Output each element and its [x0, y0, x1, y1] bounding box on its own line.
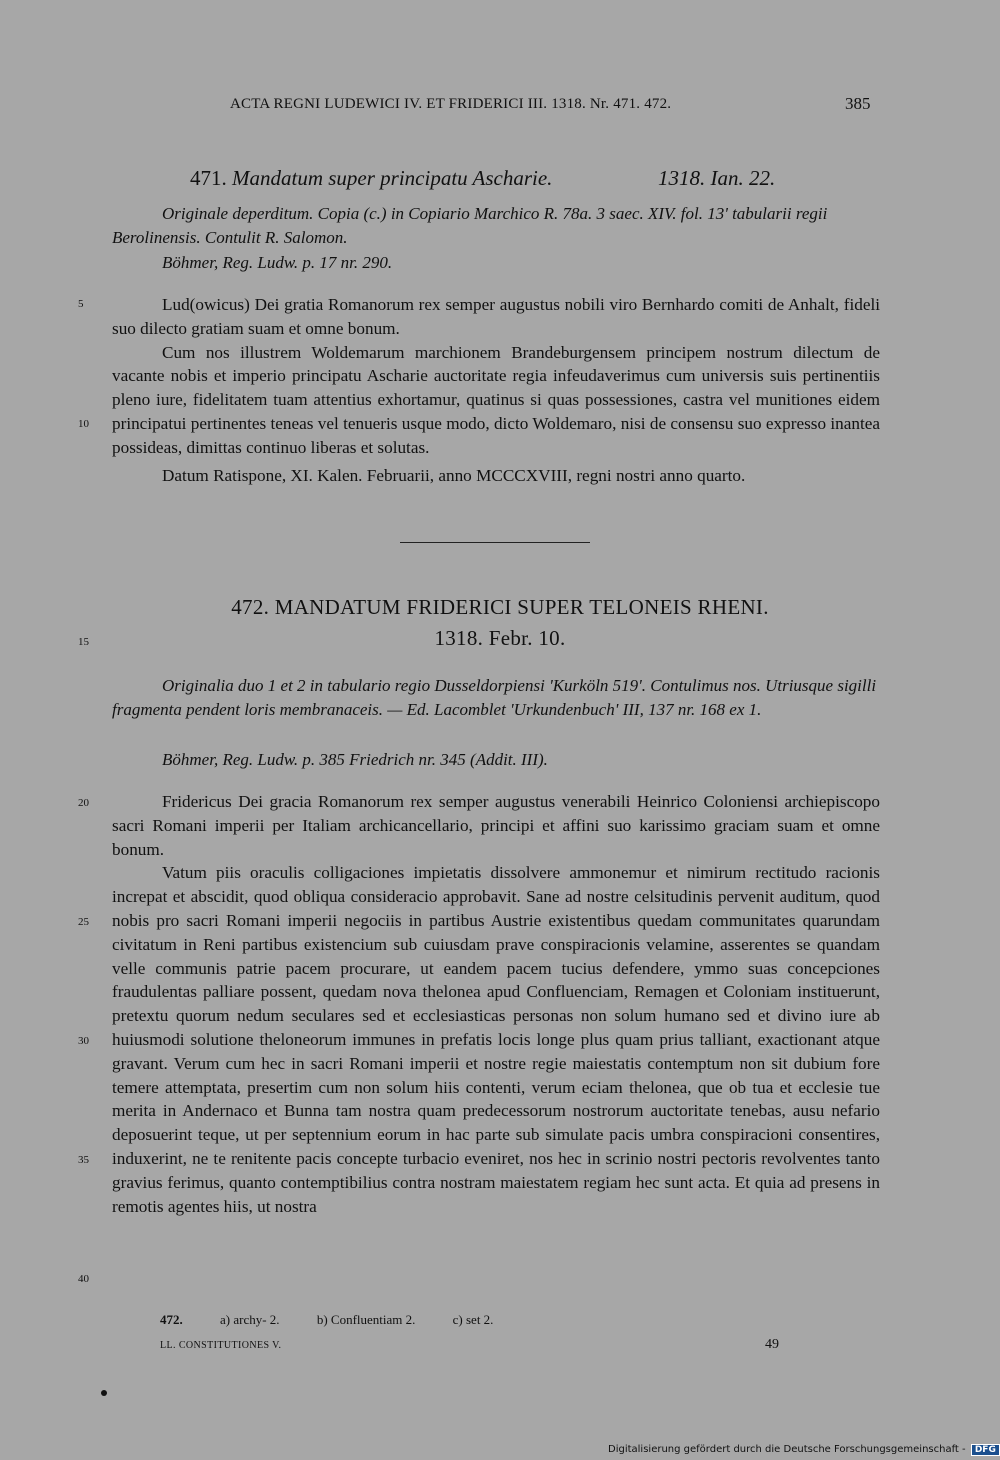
footnote-c: c) set 2. [452, 1312, 494, 1327]
ink-dot [101, 1390, 107, 1396]
page-number: 385 [845, 94, 871, 113]
doc471-number: 471. [190, 166, 227, 190]
doc471-paragraph: Cum nos illustrem Woldemarum marchionem Brandeburgensem principem nostrum dilectum de vacante nobis et imperio principatu Ascharie auctoritate regia infeudaverimus cum universis suis pertinentiis pleno iure, fidelitatem tuam attentius exhortamur, quatinus si quas possessiones, castra vel munitiones eidem principatui pertinentes teneas vel tenueris usque modo, dicto Woldemaro, nisi de consensu suo expresso inantea possideas, dimittas continuo liberas et solutas. [112, 342, 880, 457]
running-head-title: ACTA REGNI LUDEWICI IV. ET FRIDERICI III. 1318. Nr. 471. 472. [230, 96, 672, 112]
footnotes [160, 1312, 527, 1328]
doc471-date: 1318. Ian. 22. [658, 166, 776, 190]
doc472-source: Originalia duo 1 et 2 in tabulario regio Dusseldorpiensi 'Kurköln 519'. Contulimus nos. Utriusque sigilli fragmenta pendent loris membranaceis. — Ed. Lacomblet 'Urkundenbuch' III, 137 nr. 168 ex 1. [112, 676, 877, 719]
doc471-title: Mandatum super principatu Ascharie. [232, 166, 553, 190]
sheet-number: 49 [765, 1337, 779, 1352]
doc471-text [112, 293, 880, 487]
doc472-text [112, 790, 880, 1218]
footnote-label: 472. [160, 1312, 183, 1327]
line-number: 15 [78, 636, 89, 648]
line-number: 30 [78, 1035, 89, 1047]
footnote-a: a) archy- 2. [220, 1312, 280, 1327]
line-number: 10 [78, 418, 89, 430]
doc471-paragraph: Datum Ratispone, XI. Kalen. Februarii, anno MCCCXVIII, regni nostri anno quarto. [162, 465, 746, 485]
doc471-paragraph: Lud(owicus) Dei gratia Romanorum rex semper augustus nobili viro Bernhardo comiti de Anhalt, fideli suo dilecto gratiam suam et omne bonum. [112, 295, 880, 338]
line-number: 35 [78, 1154, 89, 1166]
doc471-heading [190, 166, 776, 191]
dfg-logo: DFG [971, 1444, 1000, 1456]
doc472-regest: Böhmer, Reg. Ludw. p. 385 Friedrich nr. 345 (Addit. III). [162, 750, 548, 769]
running-head [0, 96, 1000, 118]
section-divider [400, 542, 590, 543]
doc472-paragraph: Fridericus Dei gracia Romanorum rex semper augustus venerabili Heinrico Coloniensi archiepiscopo sacri Romani imperii per Italiam archicancellario, principi et affini suo karissimo graciam suam et omne bonum. [112, 792, 880, 859]
line-number: 5 [78, 298, 84, 310]
line-number: 40 [78, 1273, 89, 1285]
doc471-source: Originale deperditum. Copia (c.) in Copiario Marchico R. 78a. 3 saec. XIV. fol. 13' tabularii regii Berolinensis. Contulit R. Salomon. [112, 204, 828, 247]
credit-text: Digitalisierung gefördert durch die Deutsche Forschungsgemeinschaft - [608, 1444, 966, 1455]
line-number: 25 [78, 916, 89, 928]
footnote-b: b) Confluentiam 2. [316, 1312, 416, 1327]
doc472-paragraph: Vatum piis oraculis colligaciones impietatis dissolvere ammonemur et nimirum rectitudo racionis increpat et abscidit, quod obliqua consideracio approbavit. Sane ad nostre celsitudinis pervenit auditum, quod nobis pro sacri Romani imperii negociis in partibus Austrie existentibus quedam communitates quarundam civitatum in Reni partibus existencium sub cuiusdam prave conspiracionis velamine, asserentes se quandam velle communis patrie pacem procurare, ut eandem pacem tucius defendere, ymmo suas concepciones fraudulentas palliare possent, quedam nova thelonea apud Confluenciam, Remagen et Coloniam instituerunt, pretextu quorum nedum seculares sed et ecclesiasticas personas non solum humano sed et divino iure ab huiusmodi solutione theloneorum immunes in prefatis locis longe plus quam prius talliant, exactionant atque gravant. Verum cum hec in sacri Romani imperii et nostre regie maiestatis contemptum non sit dubium fore temere attemptata, presertim cum non solum hiis contenti, verum eciam thelonea, que ob tua et ecclesie tue merita in Andernaco et Bunna tam nostra quam predecessorum nostrorum auctoritate tenebas, ausu nefario deposuerint teque, ut per septennium eorum in hac parte sub simulate pacis umbra conspiracioni consentires, induxerint, ne te renitente pacis concepte turbacio eveniret, nos hec in scrinio nostri pectoris revolventes tanto gravius ferimus, quanto contemptibilius contra nostram maiestatem regiam hec sunt acta. Et quia ad presens in remotis agentes hiis, ut nostra [112, 863, 880, 1216]
doc471-regest: Böhmer, Reg. Ludw. p. 17 nr. 290. [162, 253, 393, 272]
doc472-date: 1318. Febr. 10. [434, 626, 566, 650]
signature-line: LL. CONSTITUTIONES V. [160, 1340, 282, 1351]
digitization-credit [608, 1444, 1000, 1456]
line-number: 20 [78, 797, 89, 809]
doc472-title: 472. MANDATUM FRIDERICI SUPER TELONEIS RHENI. [231, 595, 769, 619]
